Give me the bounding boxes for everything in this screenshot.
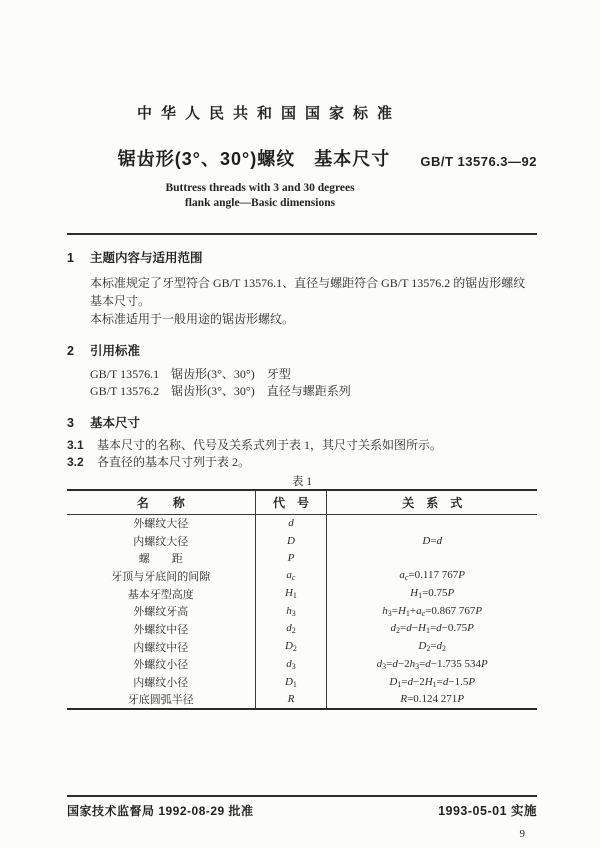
dim-name-cell: 外螺纹小径 (133, 659, 189, 672)
table-row (67, 656, 537, 674)
footer-divider-rule (67, 795, 537, 797)
document-header (67, 0, 537, 211)
symbol-cell: $H_1$ (255, 585, 327, 603)
section2-heading (67, 343, 537, 359)
approval-statement: 国家技术监督局 1992-08-29 批准 (67, 803, 254, 818)
symbol-cell: D (255, 532, 327, 550)
table-row (67, 585, 537, 603)
standard-title-en (25, 181, 495, 211)
dim-name-cell: 内螺纹中径 (133, 641, 189, 654)
table-row (67, 638, 537, 656)
section2-heading-text: 引用标准 (90, 344, 141, 358)
section1-heading-text: 主题内容与适用范围 (90, 251, 203, 265)
table-header-row (67, 490, 537, 514)
symbol-cell: $a_c$ (255, 567, 327, 585)
clause-3-2 (67, 454, 537, 471)
clause-3-2-number: 3.2 (67, 455, 84, 469)
title-row (67, 148, 537, 170)
table-row (67, 532, 537, 550)
symbol-cell: $d_2$ (255, 620, 327, 638)
table-row (67, 514, 537, 532)
formula-cell: $D_1=d-2H_1=d-1.5P$ (327, 673, 537, 691)
section3-heading (67, 415, 537, 431)
symbol-cell: P (255, 549, 327, 567)
footer (67, 803, 537, 819)
dim-name-cell: 外螺纹中径 (133, 623, 189, 636)
national-standard-heading: 中华人民共和国国家标准 (136, 105, 401, 122)
clause-3-1-number: 3.1 (67, 438, 84, 452)
formula-cell: R=0.124 271P (327, 691, 537, 709)
implementation-date: 1993-05-01 实施 (438, 803, 537, 818)
standard-code: GB/T 13576.3—92 (420, 154, 537, 169)
formula-cell: $a_c=0.117$ 767P (327, 567, 537, 585)
formula-cell (327, 514, 537, 532)
section3-clauses (67, 437, 537, 471)
dim-name-cell: 内螺纹小径 (133, 677, 189, 690)
formula-cell: D=d (327, 532, 537, 550)
column-header-name: 名 称 (67, 490, 255, 514)
section2-references (67, 366, 537, 400)
column-header-formula: 关 系 式 (327, 490, 537, 514)
table-row (67, 549, 537, 567)
symbol-cell: R (255, 691, 327, 709)
formula-cell: $d_3=d-2h_3=d-1.735$ 534P (327, 656, 537, 674)
formula-cell: $h_3=H_1+a_c=0.867$ 767P (327, 602, 537, 620)
symbol-cell: $D_1$ (255, 673, 327, 691)
dim-name-cell: 牙顶与牙底间的间隙 (111, 570, 211, 583)
table-row (67, 673, 537, 691)
formula-cell: $D_2=d_2$ (327, 638, 537, 656)
symbol-cell: $D_2$ (255, 638, 327, 656)
dim-name-cell: 螺 距 (138, 553, 183, 566)
table-row (67, 691, 537, 709)
table-row (67, 567, 537, 585)
section1-paragraph-1: 本标准规定了牙型符合 GB/T 13576.1、直径与螺距符合 GB/T 13576.2 的锯齿形螺纹基本尺寸。 (90, 276, 526, 308)
reference-item-1: GB/T 13576.1 锯齿形(3°、30°) 牙型 (90, 367, 291, 381)
symbol-cell: $d_3$ (255, 656, 327, 674)
symbol-cell: $h_3$ (255, 602, 327, 620)
dim-name-cell: 内螺纹大径 (133, 535, 189, 548)
header-divider-rule (67, 233, 537, 235)
formula-cell: $d_2=d-H_1=d-0.75P$ (327, 620, 537, 638)
section1-paragraph-2: 本标准适用于一般用途的锯齿形螺纹。 (90, 312, 295, 326)
reference-item-2: GB/T 13576.2 锯齿形(3°、30°) 直径与螺距系列 (90, 384, 351, 398)
column-header-symbol: 代 号 (255, 490, 327, 514)
dim-name-cell: 外螺纹牙高 (133, 606, 189, 619)
clause-3-2-text: 各直径的基本尺寸列于表 2。 (97, 455, 251, 469)
section1-number: 1 (67, 251, 74, 265)
page-number: 9 (519, 827, 525, 840)
section1-heading (67, 250, 537, 266)
clause-3-1 (67, 437, 537, 454)
dim-name-cell: 外螺纹大径 (133, 518, 189, 531)
clause-3-1-text: 基本尺寸的名称、代号及关系式列于表 1，其尺寸关系如图所示。 (97, 438, 443, 452)
dim-name-cell: 牙底圆弧半径 (127, 694, 194, 707)
table-row (67, 602, 537, 620)
dimensions-table (67, 489, 537, 710)
section1-body (67, 274, 537, 328)
section3-number: 3 (67, 416, 74, 430)
symbol-cell: d (255, 514, 327, 532)
standard-title-cn: 锯齿形(3°、30°)螺纹 基本尺寸 (117, 149, 391, 169)
table-row (67, 620, 537, 638)
section2-number: 2 (67, 344, 74, 358)
dim-name-cell: 基本牙型高度 (127, 588, 194, 601)
formula-cell (327, 549, 537, 567)
section3-heading-text: 基本尺寸 (90, 416, 141, 430)
table1-caption: 表 1 (291, 476, 313, 488)
title-en-line1: Buttress threads with 3 and 30 degrees (165, 182, 355, 194)
title-en-line2: flank angle—Basic dimensions (184, 197, 336, 209)
formula-cell: $H_1=0.75P$ (327, 585, 537, 603)
